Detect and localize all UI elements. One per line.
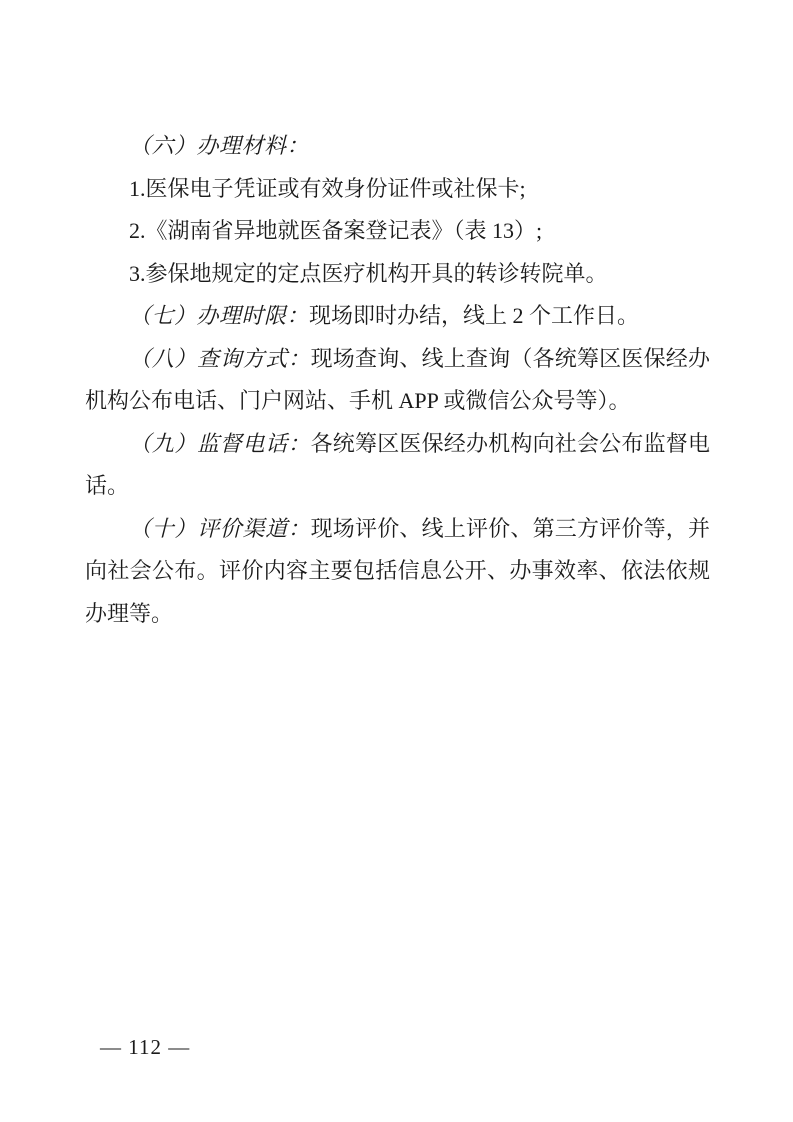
text-line bbox=[85, 465, 710, 508]
body-text: 3.参保地规定的定点医疗机构开具的转诊转院单。 bbox=[129, 260, 608, 286]
text-line bbox=[85, 338, 710, 381]
text-line bbox=[85, 168, 710, 211]
text-line bbox=[85, 508, 710, 551]
body-text: 话。 bbox=[85, 473, 130, 498]
body-text: 现场查询、线上查询（各统筹区医保经办 bbox=[310, 345, 710, 371]
section-heading-text: （十）评价渠道： bbox=[129, 515, 311, 541]
body-text: 各统筹区医保经办机构向社会公布监督电 bbox=[310, 430, 710, 456]
section-heading-text: （九）监督电话： bbox=[129, 430, 311, 456]
body-text: 1.医保电子凭证或有效身份证件或社保卡; bbox=[129, 175, 526, 201]
section-heading-text: （六）办理材料： bbox=[129, 133, 310, 158]
text-line bbox=[85, 253, 710, 296]
body-text: 现场评价、线上评价、第三方评价等，并 bbox=[310, 515, 710, 541]
text-line bbox=[85, 593, 710, 636]
body-text: 2.《湖南省异地就医备案登记表》（表 13）; bbox=[129, 218, 543, 243]
text-line bbox=[85, 210, 710, 253]
text-line bbox=[85, 295, 710, 338]
text-line bbox=[85, 380, 710, 423]
text-line bbox=[85, 125, 710, 168]
body-text: 机构公布电话、门户网站、手机 APP 或微信公众号等）。 bbox=[85, 388, 631, 413]
document-body bbox=[85, 125, 710, 635]
body-text: 办理等。 bbox=[85, 600, 174, 626]
page-number: — 112 — bbox=[100, 1035, 191, 1059]
text-line bbox=[85, 423, 710, 466]
text-line bbox=[85, 550, 710, 593]
body-text: 向社会公布。评价内容主要包括信息公开、办事效率、依法依规 bbox=[85, 558, 710, 583]
section-heading-text: （七）办理时限： bbox=[129, 303, 310, 328]
section-heading-text: （八）查询方式： bbox=[129, 345, 311, 371]
body-text: 现场即时办结，线上 2 个工作日。 bbox=[309, 303, 640, 328]
